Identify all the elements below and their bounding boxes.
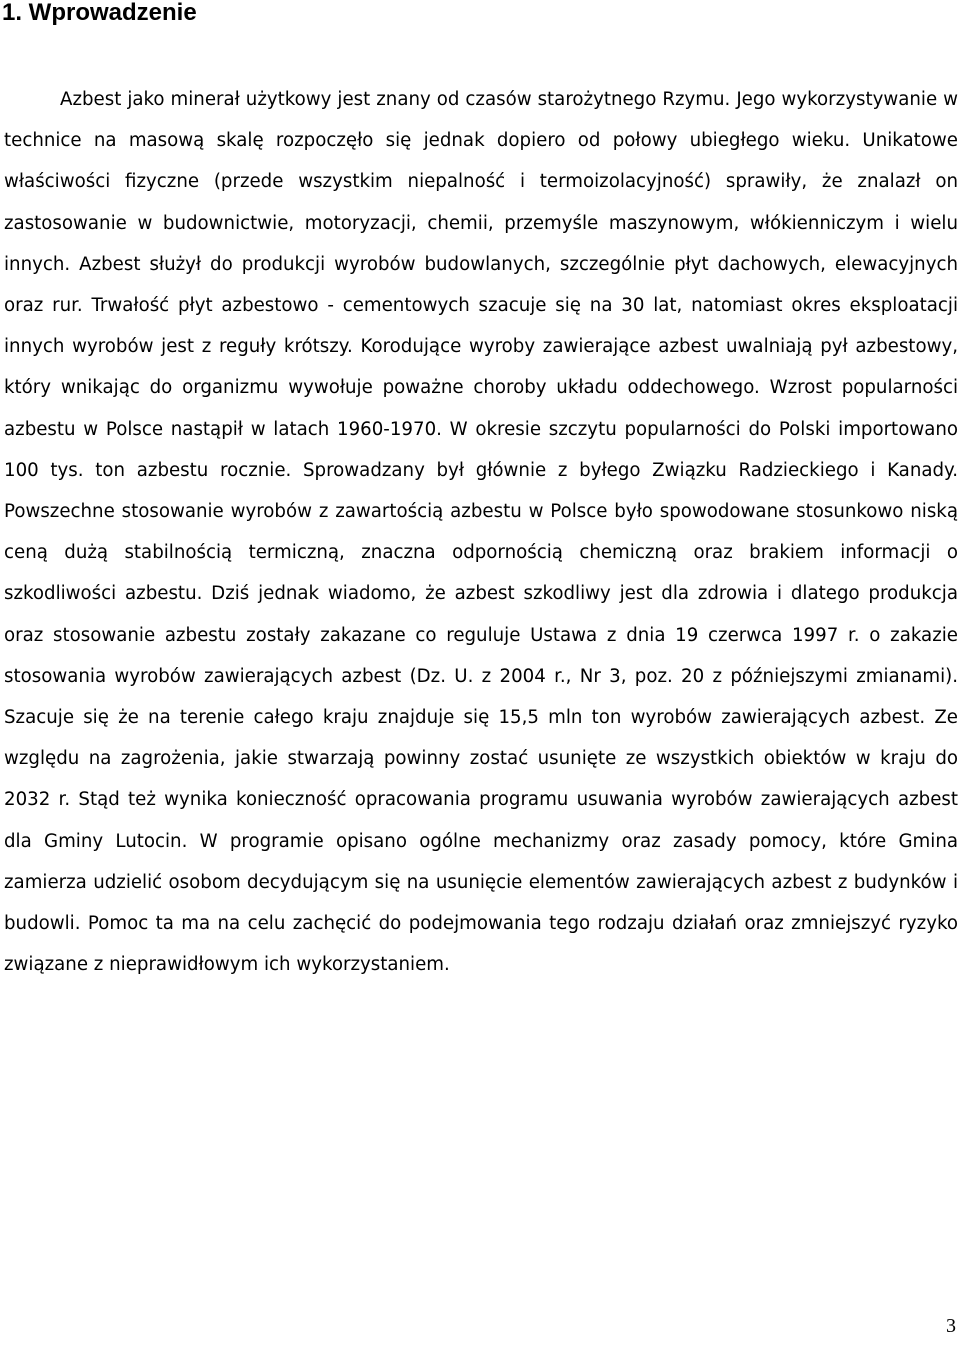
section-heading: 1. Wprowadzenie <box>2 0 197 26</box>
page-number: 3 <box>946 1315 956 1337</box>
body-paragraph: Azbest jako minerał użytkowy jest znany od czasów starożytnego Rzymu. Jego wykorzystywanie w technice na masową skalę rozpoczęło się jednak dopiero od połowy ubiegłego wieku. Unikatowe właściwości fizyczne (przede wszystkim niepalność i termoizolacyjność) sprawiły, że znalazł on zastosowanie w budownictwie, motoryzacji, chemii, przemyśle maszynowym, włókienniczym i wielu innych. Azbest służył do produkcji wyrobów budowlanych, szczególnie płyt dachowych, elewacyjnych oraz rur. Trwałość płyt azbestowo - cementowych szacuje się na 30 lat, natomiast okres eksploatacji innych wyrobów jest z reguły krótszy. Korodujące wyroby zawierające azbest uwalniają pył azbestowy, który wnikając do organizmu wywołuje poważne choroby układu oddechowego. Wzrost popularności azbestu w Polsce nastąpił w latach 1960-1970. W okresie szczytu popularności do Polski importowano 100 tys. ton azbestu rocznie. Sprowadzany był głównie z byłego Związku Radzieckiego i Kanady. Powszechne stosowanie wyrobów z zawartością azbestu w Polsce było spowodowane stosunkowo niską ceną dużą stabilnością termiczną, znaczna odpornością chemiczną oraz brakiem informacji o szkodliwości azbestu. Dziś jednak wiadomo, że azbest szkodliwy jest dla zdrowia i dlatego produkcja oraz stosowanie azbestu zostały zakazane co reguluje Ustawa z dnia 19 czerwca 1997 r. o zakazie stosowania wyrobów zawierających azbest (Dz. U. z 2004 r., Nr 3, poz. 20 z późniejszymi zmianami). Szacuje się że na terenie całego kraju znajduje się 15,5 mln ton wyrobów zawierających azbest. Ze względu na zagrożenia, jakie stwarzają powinny zostać usunięte ze wszystkich obiektów w kraju do 2032 r. Stąd też wynika konieczność opracowania programu usuwania wyrobów zawierających azbest dla Gminy Lutocin. W programie opisano ogólne mechanizmy oraz zasady pomocy, które Gmina zamierza udzielić osobom decydującym się na usunięcie elementów zawierających azbest z budynków i budowli. Pomoc ta ma na celu zachęcić do podejmowania tego rodzaju działań oraz zmniejszyć ryzyko związane z nieprawidłowym ich wykorzystaniem. <box>4 89 958 976</box>
